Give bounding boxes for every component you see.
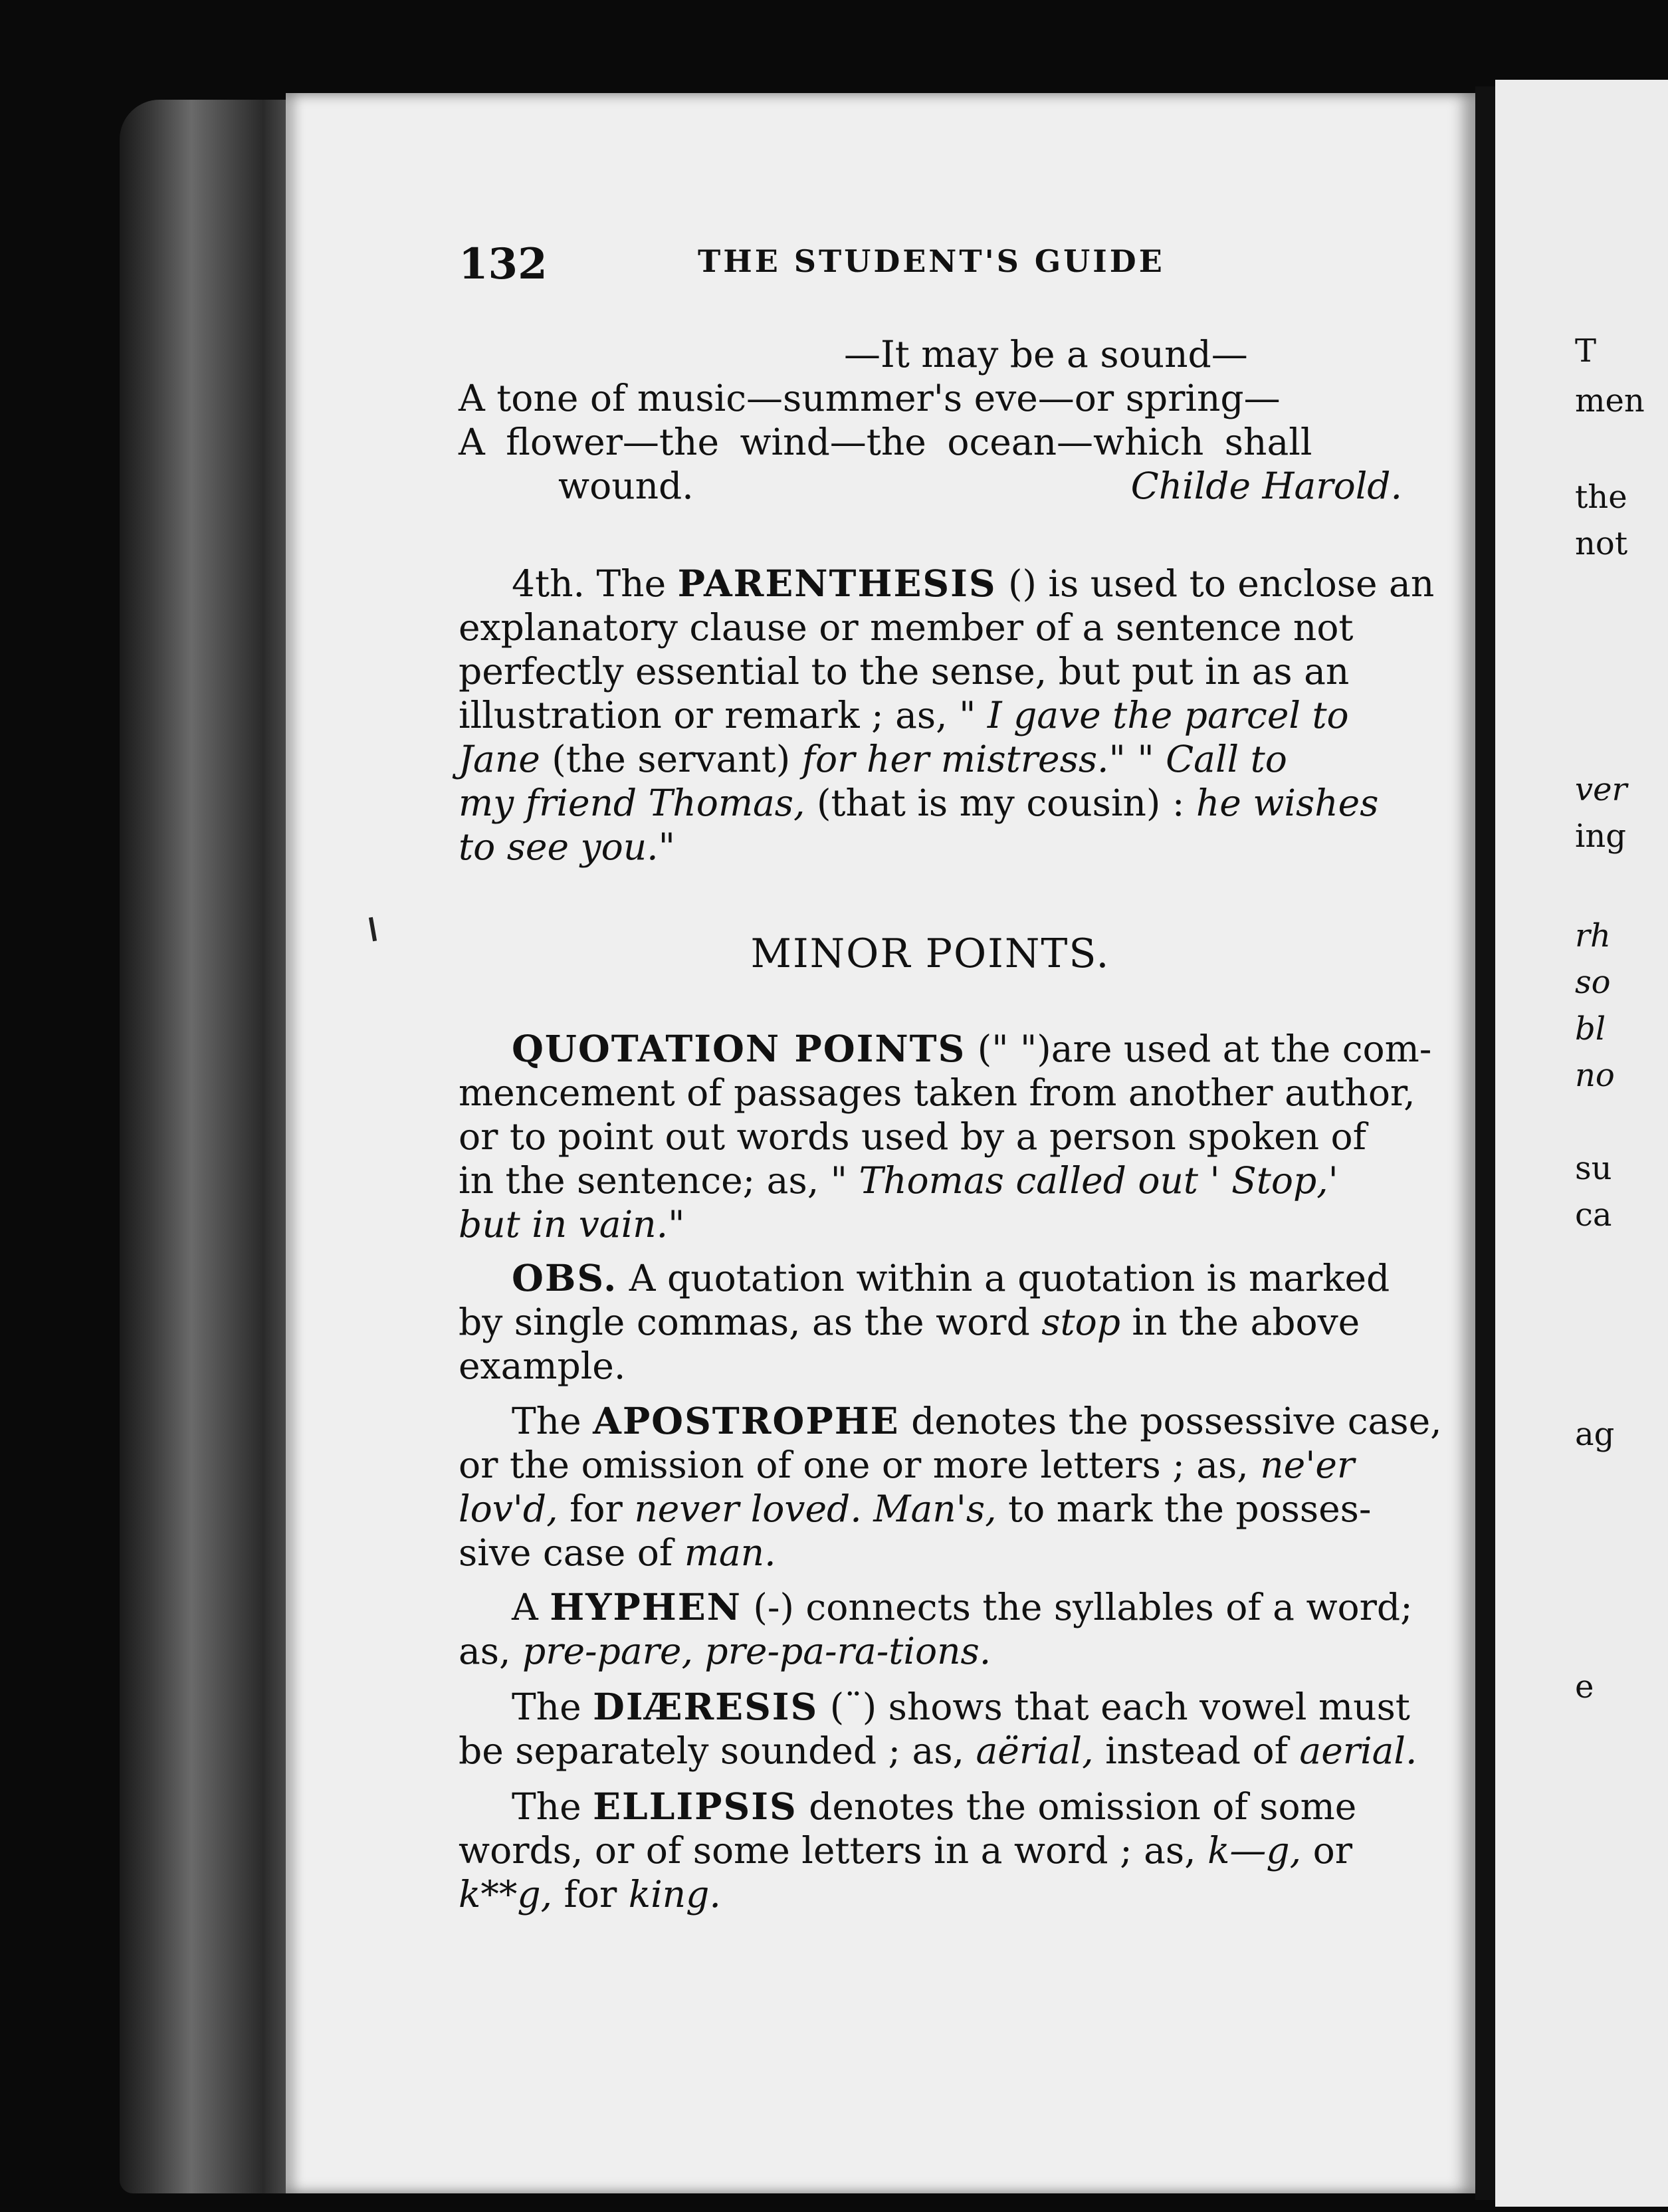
example-text: aerial. (1299, 1729, 1417, 1772)
poem-attribution: Childe Harold. (1130, 465, 1402, 507)
text-run: as, (459, 1630, 522, 1672)
text-run: sive case of (459, 1531, 684, 1574)
paragraph-line (459, 781, 1402, 825)
text-run: in the above (1120, 1301, 1360, 1343)
example-text: aërial, (976, 1729, 1094, 1772)
paragraph-line (459, 1872, 1402, 1916)
poem-line: —It may be a sound— (844, 333, 1248, 376)
paragraph-line (459, 1685, 1410, 1729)
example-text: ne'er (1260, 1444, 1355, 1486)
text-run: in the sentence; as, " (459, 1159, 859, 1202)
text-run: or the omission of one or more letters ; as, (459, 1444, 1261, 1486)
text-run: be separately sounded ; as, (459, 1729, 976, 1772)
text-run: (that is my cousin) : (805, 782, 1196, 824)
book-edge (120, 100, 299, 2193)
paragraph-line (459, 1629, 1402, 1673)
paragraph-line (459, 737, 1402, 781)
section-heading: MINOR POINTS. (750, 931, 1110, 977)
text-run: illustration or remark ; as, " (459, 694, 988, 736)
book-gutter (1475, 86, 1495, 2200)
paragraph-line (459, 1828, 1402, 1872)
example-text: Jane (459, 738, 540, 780)
term-parenthesis: PARENTHESIS (677, 562, 997, 605)
example-text: Thomas called out ' Stop,' (859, 1159, 1338, 1202)
example-text: but in vain." (459, 1203, 685, 1246)
text-run: for (558, 1488, 635, 1530)
example-text: lov'd, (459, 1488, 558, 1530)
paragraph-line (459, 562, 1435, 606)
paragraph-line (459, 1027, 1432, 1071)
hyphen-paragraph (459, 1585, 1413, 1673)
example-text: pre-pare, pre-pa-ra-tions. (522, 1630, 991, 1672)
facing-fragment: men (1575, 382, 1645, 419)
paragraph-line (459, 1399, 1442, 1443)
running-head: THE STUDENT'S GUIDE (698, 243, 1165, 279)
poem-last-line (459, 464, 1402, 508)
paragraph-line (459, 1202, 1402, 1246)
example-text: for her mistress." " Call to (801, 738, 1287, 780)
example-text: he wishes (1196, 782, 1379, 824)
text-run: denotes the possessive case, (899, 1400, 1442, 1442)
ellipsis-paragraph (459, 1785, 1402, 1916)
facing-fragment: bl (1575, 1010, 1606, 1048)
diaeresis-paragraph (459, 1685, 1417, 1773)
paragraph-line: perfectly essential to the sense, but put in as an (459, 650, 1350, 693)
page-number: 132 (459, 239, 548, 289)
term-quotation-points: QUOTATION POINTS (512, 1027, 966, 1070)
facing-fragment: ag (1575, 1416, 1615, 1453)
obs-paragraph (459, 1256, 1402, 1388)
example-text: to see you." (459, 826, 675, 868)
facing-fragment: so (1575, 964, 1611, 1001)
text-run: 4th. The (512, 562, 678, 605)
paragraph-line (459, 825, 1402, 869)
facing-fragment: ca (1575, 1196, 1612, 1234)
facing-fragment: e (1575, 1668, 1594, 1706)
text-run: () is used to enclose an (996, 562, 1435, 605)
facing-fragment: not (1575, 525, 1628, 562)
facing-fragment: the (1575, 479, 1627, 516)
facing-fragment: ing (1575, 818, 1626, 855)
text-run: (the servant) (540, 738, 802, 780)
text-run: by single commas, as the word (459, 1301, 1042, 1343)
text-run: instead of (1093, 1729, 1300, 1772)
poem-line: A tone of music—summer's eve—or spring— (459, 377, 1281, 419)
facing-fragment: rh (1575, 917, 1611, 954)
example-text: stop (1041, 1301, 1120, 1343)
facing-fragment: ver (1575, 771, 1627, 808)
example-text: k**g, (459, 1873, 553, 1916)
text-run: The (512, 1785, 593, 1828)
paragraph-line (459, 1531, 1402, 1575)
example-text: man. (684, 1531, 776, 1574)
text-run: (-) connects the syllables of a word; (741, 1586, 1413, 1628)
example-text: king. (628, 1873, 721, 1916)
facing-fragment: no (1575, 1057, 1615, 1094)
text-run: A quotation within a quotation is marked (617, 1257, 1390, 1299)
parenthesis-paragraph (459, 562, 1435, 869)
paragraph-line: or to point out words used by a person spoken of (459, 1115, 1367, 1158)
poem-quotation (459, 332, 1402, 508)
paragraph-line: example. (459, 1345, 626, 1387)
poem-line: A flower—the wind—the ocean—which shall (459, 421, 1312, 463)
text-run: (" ")are used at the com- (966, 1028, 1432, 1070)
text-run: A (512, 1586, 550, 1628)
text-run: words, or of some letters in a word ; as, (459, 1829, 1208, 1872)
quotation-points-paragraph (459, 1027, 1432, 1246)
poem-line: wound. (558, 465, 694, 507)
paragraph-line: explanatory clause or member of a sentence not (459, 606, 1354, 649)
example-text: k—g, (1207, 1829, 1302, 1872)
term-diaeresis: DIÆRESIS (593, 1685, 819, 1728)
term-hyphen: HYPHEN (550, 1585, 742, 1628)
term-apostrophe: APOSTROPHE (593, 1399, 900, 1442)
term-obs: OBS. (512, 1256, 618, 1299)
facing-fragment: su (1575, 1150, 1612, 1187)
text-run: for (552, 1873, 629, 1916)
example-text: never loved. (634, 1488, 862, 1530)
example-text: Man's, (861, 1488, 997, 1530)
example-text: I gave the parcel to (987, 694, 1349, 736)
text-run: denotes the omission of some (797, 1785, 1357, 1828)
paragraph-line (459, 1785, 1402, 1828)
paragraph-line (459, 1443, 1402, 1487)
paragraph-line (459, 1585, 1413, 1629)
paragraph-line (459, 1300, 1402, 1344)
apostrophe-paragraph (459, 1399, 1442, 1575)
page-header (459, 239, 1402, 292)
paragraph-line (459, 1256, 1402, 1300)
text-run: or (1301, 1829, 1352, 1872)
text-run: (¨) shows that each vowel must (818, 1686, 1410, 1728)
text-run: The (512, 1400, 593, 1442)
paragraph-line (459, 1159, 1402, 1202)
example-text: my friend Thomas, (459, 782, 805, 824)
paragraph-line (459, 1487, 1402, 1531)
paragraph-line (459, 1729, 1417, 1773)
term-ellipsis: ELLIPSIS (593, 1785, 797, 1828)
paragraph-line (459, 693, 1402, 737)
text-run: to mark the posses- (996, 1488, 1372, 1530)
paragraph-line: mencement of passages taken from another author, (459, 1071, 1415, 1114)
text-run: The (512, 1686, 593, 1728)
facing-fragment: T (1575, 332, 1597, 370)
